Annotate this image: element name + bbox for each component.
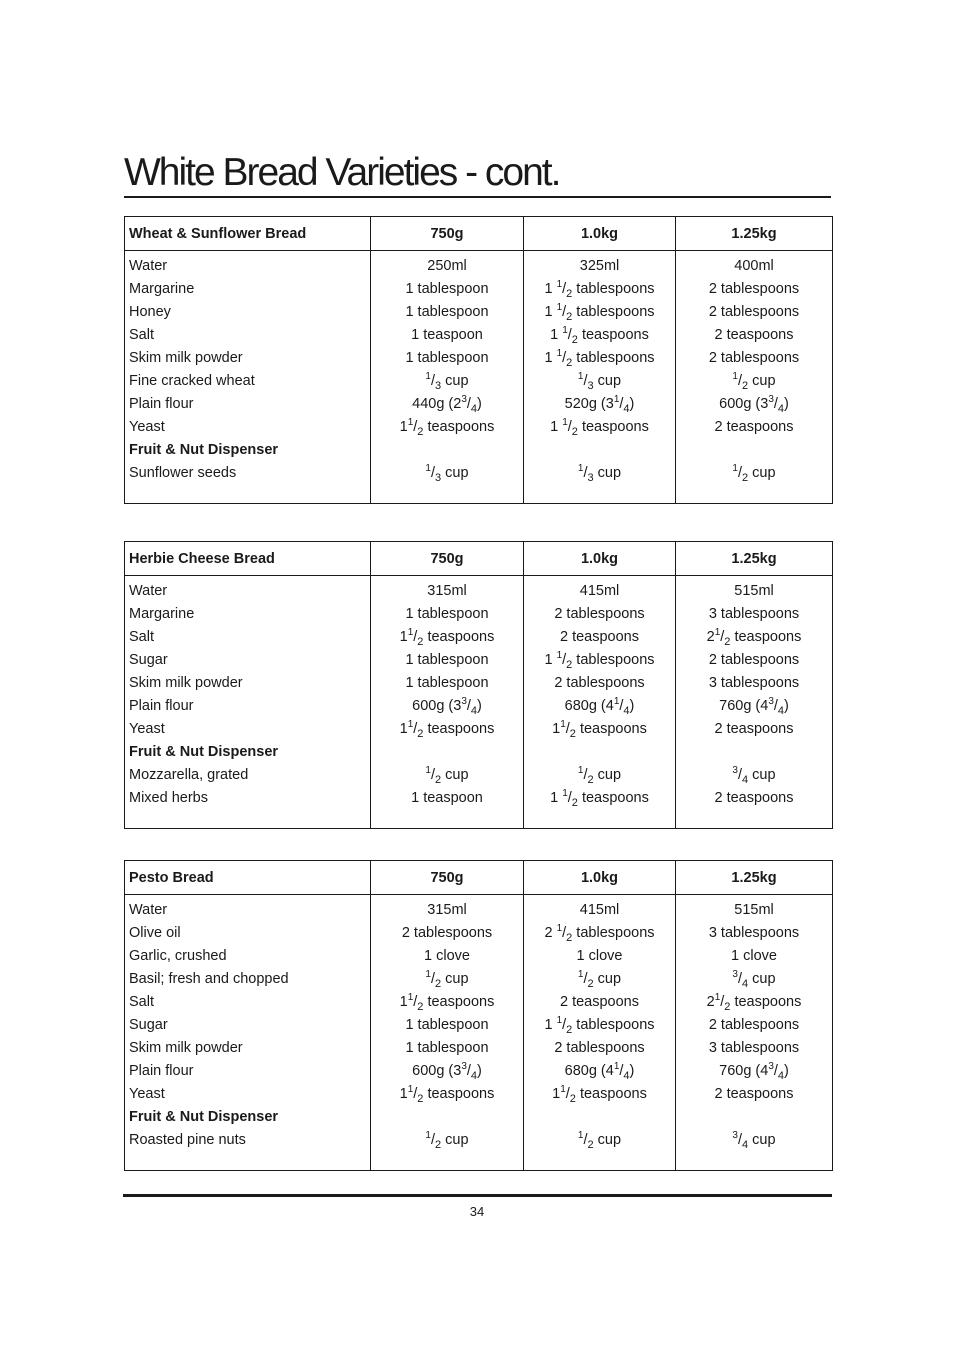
quantity-value: 3 tablespoons [708, 925, 800, 941]
ingredient-label: Plain flour [129, 1063, 194, 1079]
ingredient-label: Garlic, crushed [129, 948, 227, 964]
ingredient-label: Mixed herbs [129, 790, 208, 806]
quantity-value: 1 $^1/_2$ tablespoons [544, 302, 655, 323]
quantity-value: $1^1/_2$ teaspoons [552, 1084, 647, 1105]
quantity-value: 680g $(4^1/_4)$ [564, 696, 635, 717]
title-rule [124, 196, 831, 198]
table-header-row [125, 217, 833, 251]
size-header: 1.25kg [676, 861, 833, 895]
table-body-row [125, 895, 833, 1171]
ingredient-label: Salt [129, 327, 154, 343]
quantity-column [524, 251, 676, 504]
quantity-value: 520g $(3^1/_4)$ [564, 394, 635, 415]
quantity-value: 2 tablespoons [554, 606, 645, 622]
quantity-value: 2 tablespoons [708, 652, 800, 668]
page-number: 34 [469, 1204, 485, 1219]
quantity-value: 680g $(4^1/_4)$ [564, 1061, 635, 1082]
quantity-value: $^1/_3$ cup [425, 463, 469, 484]
quantity-value: 315ml [427, 583, 467, 599]
size-header: 750g [371, 217, 524, 251]
quantity-value: 1 $^1/_2$ teaspoons [550, 325, 649, 346]
quantity-value: $2^1/_2$ teaspoons [706, 627, 802, 648]
ingredient-label: Honey [129, 304, 171, 320]
quantity-value: $^1/_2$ cup [577, 1130, 622, 1151]
size-header: 1.25kg [676, 217, 833, 251]
quantity-value: 1 tablespoon [405, 350, 489, 366]
quantity-value: 2 teaspoons [559, 629, 639, 645]
footer-rule [123, 1194, 832, 1197]
quantity-value: 3 tablespoons [708, 675, 800, 691]
quantity-value: 600g $(3^3/_4)$ [412, 696, 482, 717]
quantity-value: 1 clove [731, 948, 777, 964]
ingredient-label: Fine cracked wheat [129, 373, 255, 389]
quantity-value: 1 tablespoon [405, 1040, 489, 1056]
ingredient-label: Olive oil [129, 925, 181, 941]
quantity-value: 1 tablespoon [405, 606, 489, 622]
quantity-value: 760g $(4^3/_4)$ [719, 696, 789, 717]
ingredient-label: Skim milk powder [129, 675, 243, 691]
table-body-row [125, 251, 833, 504]
recipe-name: Herbie Cheese Bread [125, 542, 371, 576]
quantity-value: $^1/_2$ cup [732, 463, 776, 484]
quantity-value: 440g $(2^3/_4)$ [412, 394, 482, 415]
quantity-value [676, 1106, 832, 1129]
quantity-value: 1 tablespoon [405, 675, 489, 691]
table-body-row [125, 576, 833, 829]
ingredient-column [125, 895, 371, 1171]
quantity-value: 2 tablespoons [708, 304, 800, 320]
quantity-value: 1 $^1/_2$ tablespoons [544, 348, 655, 369]
quantity-value: 2 tablespoons [708, 281, 800, 297]
ingredient-label: Yeast [129, 419, 165, 435]
quantity-value: $1^1/_2$ teaspoons [399, 992, 495, 1013]
quantity-value: 1 tablespoon [405, 281, 489, 297]
ingredient-label: Water [129, 258, 168, 274]
quantity-value [676, 741, 832, 764]
quantity-value: 1 $^1/_2$ tablespoons [544, 1015, 655, 1036]
ingredient-label: Plain flour [129, 396, 194, 412]
quantity-value: 2 teaspoons [714, 1086, 794, 1102]
quantity-value: $^1/_3$ cup [577, 463, 622, 484]
quantity-value [524, 1106, 675, 1129]
recipe-table-pesto [124, 860, 833, 1171]
quantity-value: 515ml [734, 583, 774, 599]
quantity-value: 1 teaspoon [411, 790, 483, 806]
ingredient-label: Skim milk powder [129, 1040, 243, 1056]
quantity-value: $1^1/_2$ teaspoons [399, 719, 495, 740]
recipe-table-herbie-cheese [124, 541, 833, 829]
ingredient-label: Basil; fresh and chopped [129, 971, 289, 987]
quantity-column [676, 895, 833, 1171]
ingredient-label: Water [129, 902, 168, 918]
quantity-value: $^1/_3$ cup [577, 371, 622, 392]
quantity-value [524, 439, 675, 462]
quantity-value: 1 $^1/_2$ tablespoons [544, 650, 655, 671]
quantity-value: 1 tablespoon [405, 1017, 489, 1033]
page-title: White Bread Varieties - cont. [124, 151, 560, 194]
quantity-value: 400ml [734, 258, 774, 274]
quantity-value: 2 tablespoons [401, 925, 493, 941]
table-header-row [125, 542, 833, 576]
quantity-value: $^3/_4$ cup [732, 969, 776, 990]
section-heading: Fruit & Nut Dispenser [129, 1109, 279, 1125]
quantity-value: 760g $(4^3/_4)$ [719, 1061, 789, 1082]
quantity-value: 1 $^1/_2$ tablespoons [544, 279, 655, 300]
quantity-value: 515ml [734, 902, 774, 918]
ingredient-label: Salt [129, 629, 154, 645]
quantity-value: 415ml [579, 583, 620, 599]
quantity-value [371, 741, 523, 764]
section-heading: Fruit & Nut Dispenser [129, 442, 279, 458]
quantity-value: 2 teaspoons [714, 790, 794, 806]
quantity-value [371, 1106, 523, 1129]
quantity-value: 2 teaspoons [714, 721, 794, 737]
ingredient-label: Water [129, 583, 168, 599]
quantity-value [676, 439, 832, 462]
quantity-value: 1 $^1/_2$ teaspoons [550, 417, 649, 438]
quantity-value: 1 clove [576, 948, 623, 964]
quantity-value: 415ml [579, 902, 620, 918]
ingredient-label: Margarine [129, 281, 195, 297]
quantity-column [371, 895, 524, 1171]
quantity-value: 600g $(3^3/_4)$ [412, 1061, 482, 1082]
ingredient-column [125, 576, 371, 829]
ingredient-label: Sugar [129, 652, 168, 668]
ingredient-label: Salt [129, 994, 154, 1010]
quantity-value: 2 tablespoons [554, 1040, 645, 1056]
quantity-value: 2 teaspoons [714, 419, 794, 435]
size-header: 1.0kg [524, 861, 676, 895]
ingredient-label: Plain flour [129, 698, 194, 714]
ingredient-label: Mozzarella, grated [129, 767, 249, 783]
quantity-value: 250ml [427, 258, 467, 274]
quantity-value: $^1/_2$ cup [577, 765, 622, 786]
quantity-column [524, 576, 676, 829]
ingredient-label: Sugar [129, 1017, 168, 1033]
quantity-value: $^1/_2$ cup [577, 969, 622, 990]
ingredient-label: Sunflower seeds [129, 465, 237, 481]
quantity-value: $2^1/_2$ teaspoons [706, 992, 802, 1013]
quantity-value: $1^1/_2$ teaspoons [552, 719, 647, 740]
quantity-value: $^1/_3$ cup [425, 371, 469, 392]
quantity-value: $1^1/_2$ teaspoons [399, 417, 495, 438]
section-heading: Fruit & Nut Dispenser [129, 744, 279, 760]
quantity-value [371, 439, 523, 462]
recipe-table-wheat-sunflower [124, 216, 833, 504]
quantity-value: 2 tablespoons [554, 675, 645, 691]
quantity-value: $^1/_2$ cup [425, 765, 469, 786]
quantity-value: 325ml [579, 258, 620, 274]
recipe-name: Wheat & Sunflower Bread [125, 217, 371, 251]
quantity-value: 1 teaspoon [411, 327, 483, 343]
ingredient-label: Roasted pine nuts [129, 1132, 246, 1148]
quantity-value: 2 tablespoons [708, 1017, 800, 1033]
quantity-value: $^1/_2$ cup [425, 969, 469, 990]
quantity-column [371, 251, 524, 504]
quantity-value: $^1/_2$ cup [732, 371, 776, 392]
table-header-row [125, 861, 833, 895]
ingredient-label: Margarine [129, 606, 195, 622]
quantity-value: $^3/_4$ cup [732, 765, 776, 786]
ingredient-label: Yeast [129, 1086, 165, 1102]
ingredient-label: Yeast [129, 721, 165, 737]
recipe-name: Pesto Bread [125, 861, 371, 895]
quantity-column [676, 251, 833, 504]
size-header: 1.0kg [524, 217, 676, 251]
quantity-value: 600g $(3^3/_4)$ [719, 394, 789, 415]
quantity-value: 2 teaspoons [714, 327, 794, 343]
quantity-value: 3 tablespoons [708, 606, 800, 622]
quantity-value: $^1/_2$ cup [425, 1130, 469, 1151]
size-header: 750g [371, 861, 524, 895]
size-header: 750g [371, 542, 524, 576]
ingredient-label: Skim milk powder [129, 350, 243, 366]
quantity-column [676, 576, 833, 829]
quantity-value: 315ml [427, 902, 467, 918]
quantity-value: 2 $^1/_2$ tablespoons [544, 923, 655, 944]
quantity-column [524, 895, 676, 1171]
quantity-value: 1 $^1/_2$ teaspoons [550, 788, 649, 809]
quantity-value: 1 clove [424, 948, 470, 964]
quantity-value: $1^1/_2$ teaspoons [399, 627, 495, 648]
quantity-value [524, 741, 675, 764]
ingredient-column [125, 251, 371, 504]
quantity-value: 1 tablespoon [405, 652, 489, 668]
quantity-value: 2 teaspoons [559, 994, 639, 1010]
size-header: 1.0kg [524, 542, 676, 576]
quantity-value: 2 tablespoons [708, 350, 800, 366]
size-header: 1.25kg [676, 542, 833, 576]
quantity-column [371, 576, 524, 829]
quantity-value: 3 tablespoons [708, 1040, 800, 1056]
quantity-value: $^3/_4$ cup [732, 1130, 776, 1151]
quantity-value: 1 tablespoon [405, 304, 489, 320]
quantity-value: $1^1/_2$ teaspoons [399, 1084, 495, 1105]
